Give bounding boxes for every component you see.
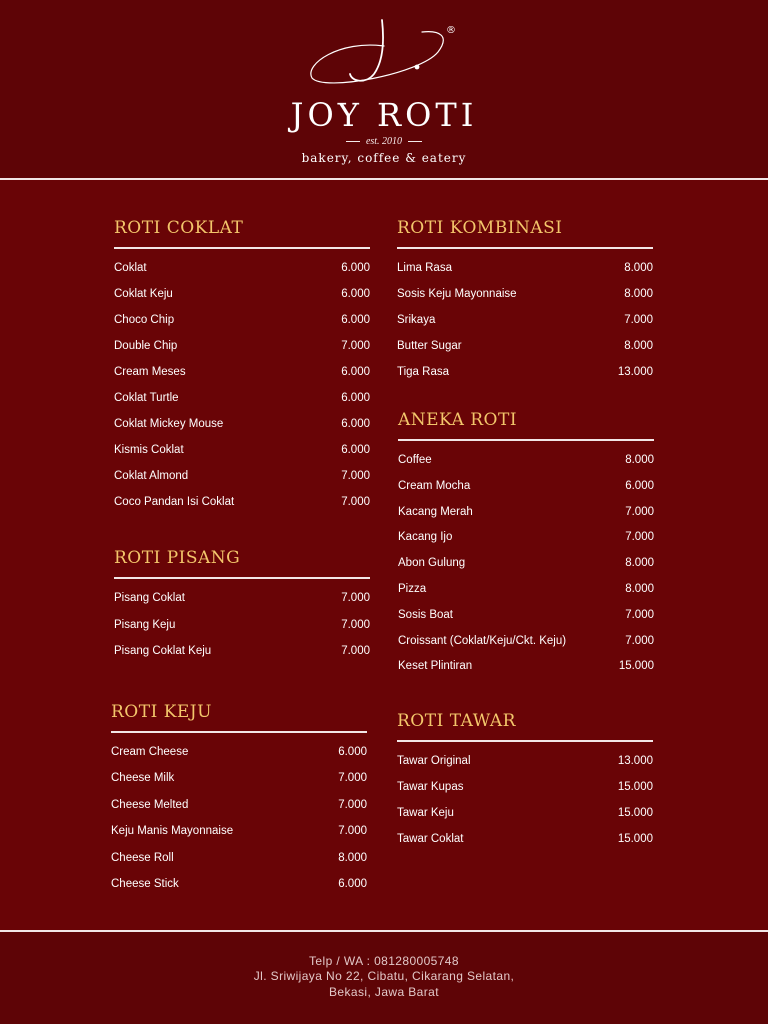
menu-item [397,807,653,833]
menu-item-name: Pisang Coklat Keju [114,645,212,657]
menu-item-name: Srikaya [397,314,436,326]
menu-item-price: 7.000 [625,634,654,647]
menu-item-name: Butter Sugar [397,340,462,352]
menu-item [111,772,367,798]
menu-item [398,454,654,480]
menu-item-name: Coklat [114,262,147,274]
menu-item [114,392,370,418]
menu-item-price: 7.000 [341,618,370,631]
menu-item [114,645,370,672]
menu-item-price: 15.000 [617,833,653,845]
menu-item [114,262,370,288]
menu-item-price: 8.000 [624,288,653,300]
menu-item [111,746,367,772]
section-title: ROTI COKLAT [114,218,244,238]
menu-item-price: 6.000 [341,288,370,300]
section-title: ROTI PISANG [114,548,241,568]
menu-item-name: Coklat Keju [114,288,173,300]
divider [408,141,422,142]
section-roti-tawar [397,708,653,859]
menu-item-name: Cheese Stick [111,877,179,890]
item-list [114,592,370,672]
header-divider [0,178,768,180]
menu-item-price: 7.000 [338,825,367,838]
menu-item [397,314,653,340]
menu-item [114,288,370,314]
menu-item [114,444,370,470]
menu-item-price: 6.000 [338,746,367,758]
tagline: bakery, coffee & eatery [301,151,467,165]
section-divider [398,439,654,441]
menu-item-price: 8.000 [625,454,654,466]
menu-item [397,833,653,859]
menu-item-name: Coklat Turtle [114,392,179,404]
menu-item-price: 7.000 [625,608,654,621]
item-list [397,262,653,392]
menu-item [398,609,654,635]
section-title: ANEKA ROTI [398,410,518,430]
address-line-2: Bekasi, Jawa Barat [329,985,439,999]
section-divider [114,247,370,249]
menu-item-price: 13.000 [617,755,653,767]
menu-item [114,418,370,444]
menu-item-name: Abon Gulung [398,557,466,570]
section-divider [111,731,367,733]
menu-item [398,557,654,583]
menu-header [0,0,768,178]
menu-item-price: 6.000 [338,877,367,890]
menu-item-price: 13.000 [617,366,653,378]
menu-item-price: 7.000 [341,470,370,482]
menu-item-name: Cheese Melted [111,798,189,811]
menu-item-name: Kacang Ijo [398,531,453,544]
menu-item-name: Kismis Coklat [114,444,184,456]
menu-item-name: Coklat Mickey Mouse [114,418,224,430]
menu-item-name: Tiga Rasa [397,366,449,378]
menu-item [397,755,653,781]
item-list [111,746,367,904]
menu-item-price: 7.000 [338,798,367,811]
menu-item [397,262,653,288]
menu-item-name: Keset Plintiran [398,660,473,673]
menu-item [114,496,370,522]
menu-item-name: Choco Chip [114,314,175,326]
menu-item-name: Pisang Coklat [114,592,185,604]
menu-item-price: 8.000 [625,582,654,595]
menu-item-price: 6.000 [625,479,654,492]
menu-item-name: Kacang Merah [398,505,473,518]
menu-item-name: Croissant (Coklat/Keju/Ckt. Keju) [398,634,567,647]
menu-item-name: Cream Mocha [398,479,471,492]
menu-item [398,531,654,557]
menu-item-name: Cheese Roll [111,851,174,864]
registered-mark: ® [446,25,456,36]
section-divider [114,577,370,579]
menu-item [114,314,370,340]
menu-item [114,340,370,366]
section-aneka-roti [398,407,654,686]
menu-item-price: 8.000 [625,557,654,570]
section-title: ROTI KOMBINASI [397,218,563,238]
established-year [0,136,768,147]
brand-name: JOY ROTI [290,96,478,134]
divider [346,141,360,142]
section-title: ROTI TAWAR [397,711,516,731]
menu-item-price: 6.000 [341,392,370,404]
item-list [114,262,370,522]
menu-item-price: 6.000 [341,366,370,378]
menu-item-price: 7.000 [625,505,654,518]
menu-item-name: Lima Rasa [397,262,452,274]
menu-item [397,781,653,807]
menu-item-name: Tawar Coklat [397,833,464,845]
menu-item [111,878,367,904]
menu-item-price: 6.000 [341,314,370,326]
menu-item-price: 7.000 [338,772,367,785]
menu-item [398,635,654,661]
section-title: ROTI KEJU [111,702,212,722]
menu-item [114,366,370,392]
menu-item-name: Cheese Milk [111,772,175,785]
menu-item-price: 6.000 [341,444,370,456]
menu-item-name: Keju Manis Mayonnaise [111,825,234,838]
menu-item-price: 7.000 [341,645,370,657]
item-list [397,755,653,859]
menu-item [397,366,653,392]
menu-item-name: Coco Pandan Isi Coklat [114,496,235,508]
menu-item-price: 6.000 [341,262,370,274]
section-roti-pisang [114,545,370,672]
menu-item-price: 8.000 [624,262,653,274]
menu-item-price: 15.000 [617,781,653,793]
menu-item [114,592,370,619]
menu-item-price: 15.000 [618,660,654,673]
menu-item-name: Tawar Keju [397,807,454,819]
section-roti-coklat [114,215,370,522]
menu-item [398,660,654,686]
menu-item [111,799,367,825]
established-label: est. 2010 [365,136,403,147]
menu-item-name: Coklat Almond [114,470,189,482]
menu-item-name: Pisang Keju [114,618,176,631]
item-list [398,454,654,686]
menu-item [397,340,653,366]
menu-item-name: Tawar Original [397,755,471,767]
menu-footer [0,932,768,1024]
menu-item-price: 15.000 [617,807,653,819]
menu-item-price: 7.000 [625,531,654,544]
menu-item-price: 8.000 [624,340,653,352]
menu-item-name: Cream Cheese [111,746,189,758]
menu-item-name: Pizza [398,582,427,595]
menu-item-name: Cream Meses [114,366,186,378]
menu-item [114,470,370,496]
menu-item-price: 7.000 [341,592,370,604]
menu-item-name: Sosis Boat [398,608,453,621]
menu-item [111,825,367,851]
section-divider [397,740,653,742]
menu-item-name: Coffee [398,454,432,466]
address-line-1: Jl. Sriwijaya No 22, Cibatu, Cikarang Selatan, [253,969,515,983]
menu-item-name: Sosis Keju Mayonnaise [397,288,517,300]
menu-item [398,583,654,609]
section-roti-kombinasi [397,215,653,392]
menu-item-price: 6.000 [341,418,370,430]
menu-item [398,480,654,506]
menu-item-name: Tawar Kupas [397,781,464,793]
phone-number: Telp / WA : 081280005748 [309,954,459,968]
menu-item [114,619,370,646]
menu-item [398,506,654,532]
menu-item-price: 7.000 [341,496,370,508]
menu-item-price: 7.000 [624,314,653,326]
menu-item-name: Double Chip [114,340,178,352]
menu-item [111,852,367,878]
section-roti-keju [111,699,367,904]
section-divider [397,247,653,249]
menu-item-price: 8.000 [338,851,367,864]
menu-item-price: 7.000 [341,340,370,352]
joy-roti-logo-icon [300,16,470,88]
menu-item [397,288,653,314]
